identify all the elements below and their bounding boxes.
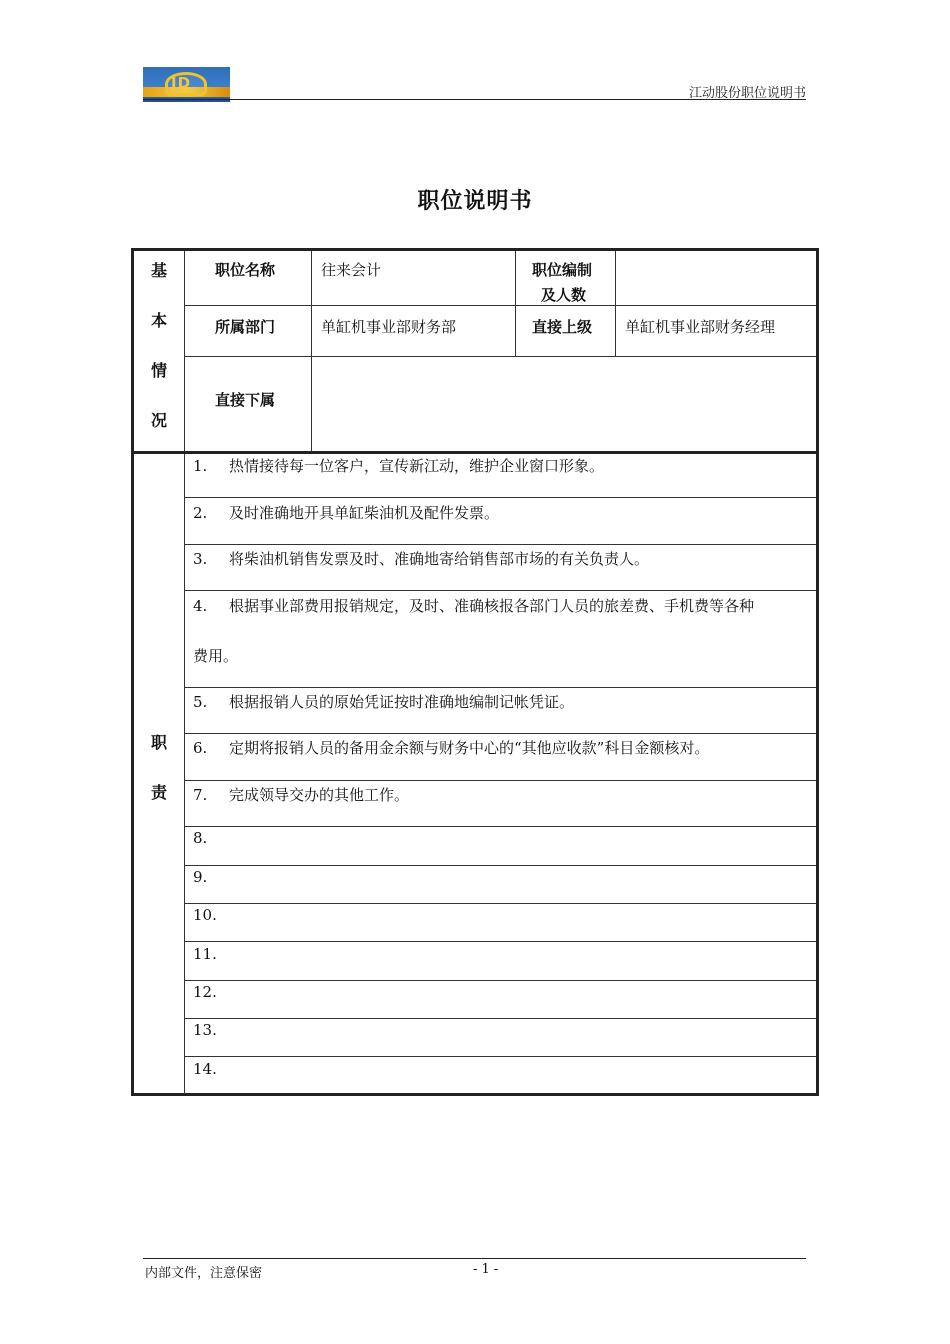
basic-section-char-1: 基 <box>150 261 167 280</box>
duty-row-line <box>184 544 816 545</box>
duty-row-line <box>184 865 816 866</box>
position-name-value: 往来会计 <box>321 261 382 279</box>
duty-number: 6. <box>193 739 208 757</box>
duty-text-continued: 费用。 <box>193 647 239 665</box>
duty-item-7 <box>193 785 409 805</box>
duty-item-4-continued <box>193 646 238 666</box>
grid-hline-row1 <box>184 305 816 306</box>
duty-number: 5. <box>193 693 208 711</box>
duty-number: 11. <box>193 945 217 963</box>
duty-row-line <box>184 1056 816 1057</box>
duty-text: 根据报销人员的原始凭证按时准确地编制记帐凭证。 <box>229 693 575 711</box>
duty-text: 完成领导交办的其他工作。 <box>229 786 410 804</box>
duty-text: 根据事业部费用报销规定，及时、准确核报各部门人员的旅差费、手机费等各种 <box>229 597 755 615</box>
header-doc-label: 江动股份职位说明书 <box>688 86 806 101</box>
duty-row-line <box>184 826 816 827</box>
duty-number: 3. <box>193 550 208 568</box>
footer-confidential: 内部文件，注意保密 <box>145 1266 263 1281</box>
duty-number: 10. <box>193 906 217 924</box>
grid-vline-3 <box>615 251 616 356</box>
duty-text: 热情接待每一位客户，宣传新江动，维护企业窗口形象。 <box>229 457 605 475</box>
footer-page-number: - 1 - <box>473 1262 499 1277</box>
duty-number: 14. <box>193 1060 217 1078</box>
page-title: 职位说明书 <box>417 189 533 214</box>
duty-item-4 <box>193 596 754 616</box>
duty-item-5 <box>193 692 574 712</box>
duty-row-line <box>184 497 816 498</box>
duty-row-line <box>184 903 816 904</box>
basic-section-char-4: 况 <box>150 411 167 430</box>
department-value: 单缸机事业部财务部 <box>321 318 457 336</box>
grid-vline-1 <box>311 251 312 451</box>
duty-row-line <box>184 733 816 734</box>
duty-row-line <box>184 1018 816 1019</box>
basic-section-char-3: 情 <box>150 361 167 380</box>
duty-text: 定期将报销人员的备用金余额与财务中心的“其他应收款”科目金额核对。 <box>229 739 710 757</box>
header-rule <box>143 99 806 100</box>
duty-text: 及时准确地开具单缸柴油机及配件发票。 <box>229 504 500 522</box>
duty-item-9 <box>193 867 229 887</box>
duty-item-10 <box>193 905 229 925</box>
duty-item-14 <box>193 1059 229 1079</box>
duty-number: 13. <box>193 1021 217 1039</box>
company-logo <box>143 67 230 102</box>
duty-number: 12. <box>193 983 217 1001</box>
duty-row-line <box>184 590 816 591</box>
duty-item-12 <box>193 982 229 1002</box>
duty-number: 7. <box>193 786 208 804</box>
grid-vline-2 <box>515 251 516 356</box>
duty-number: 9. <box>193 868 208 886</box>
job-description-table <box>131 248 819 1096</box>
headcount-label-line2: 及人数 <box>541 286 587 304</box>
duty-text: 将柴油机销售发票及时、准确地寄给销售部市场的有关负责人。 <box>229 550 650 568</box>
grid-vline-label-col <box>184 251 185 1094</box>
duty-item-8 <box>193 828 229 848</box>
department-label: 所属部门 <box>215 318 276 336</box>
duty-row-line <box>184 780 816 781</box>
duties-section-char-1: 职 <box>150 733 167 752</box>
duty-row-line <box>184 980 816 981</box>
duty-item-2 <box>193 503 499 523</box>
duty-row-line <box>184 941 816 942</box>
subordinate-label: 直接下属 <box>215 391 276 409</box>
position-name-label: 职位名称 <box>215 261 276 279</box>
duty-number: 4. <box>193 597 208 615</box>
duty-number: 8. <box>193 829 208 847</box>
basic-section-char-2: 本 <box>150 311 167 330</box>
duty-item-3 <box>193 549 649 569</box>
duty-item-13 <box>193 1020 229 1040</box>
duty-row-line <box>184 687 816 688</box>
duty-item-11 <box>193 944 229 964</box>
headcount-label-line1: 职位编制 <box>532 261 593 279</box>
duty-item-6 <box>193 738 709 758</box>
superior-value: 单缸机事业部财务经理 <box>625 318 776 336</box>
grid-hline-section <box>134 451 816 454</box>
duties-section-char-2: 责 <box>150 783 167 802</box>
duty-item-1 <box>193 456 604 476</box>
duty-number: 1. <box>193 457 208 475</box>
footer-rule <box>143 1258 806 1259</box>
superior-label: 直接上级 <box>532 318 593 336</box>
logo-text: JD <box>171 74 192 92</box>
grid-hline-row2 <box>184 356 816 357</box>
duty-number: 2. <box>193 504 208 522</box>
